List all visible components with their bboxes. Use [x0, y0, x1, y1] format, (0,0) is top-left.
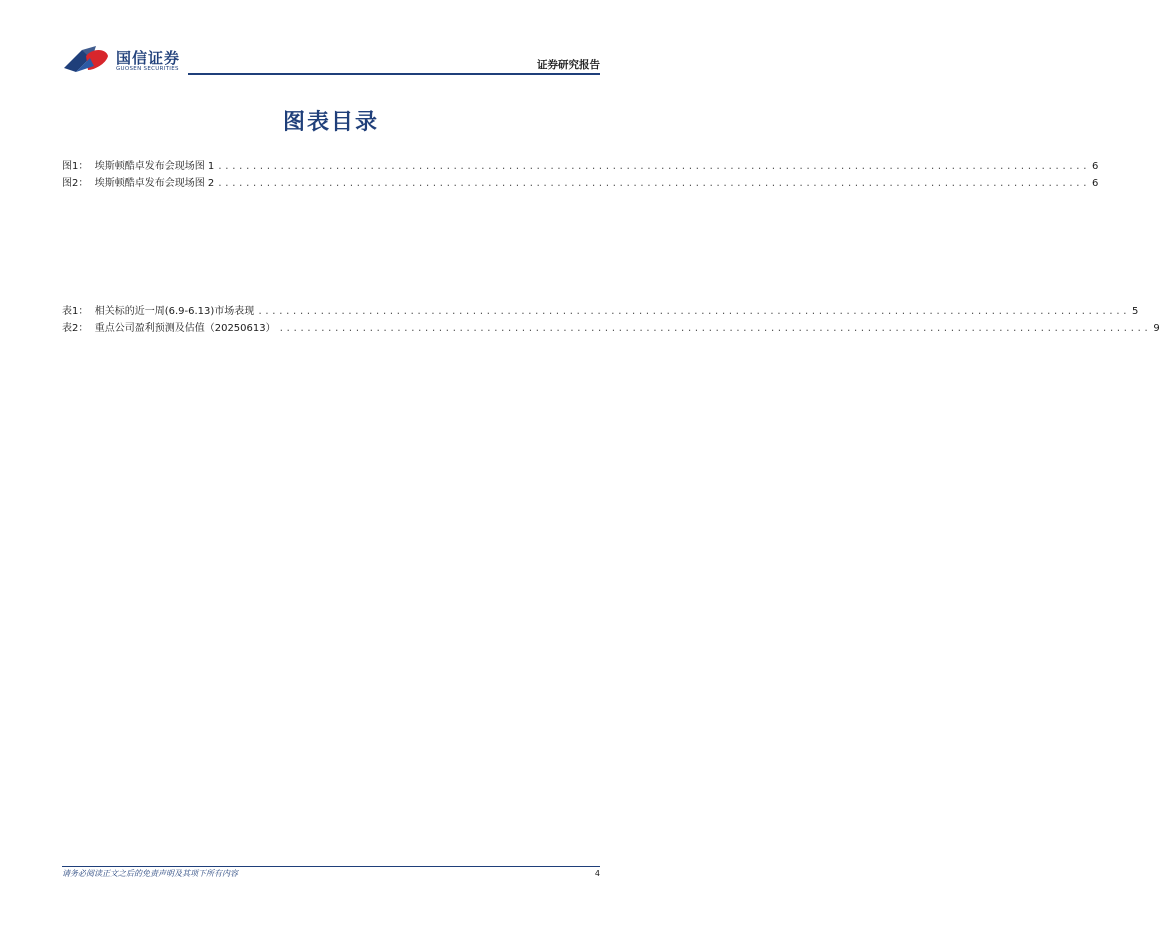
- page-title: 图表目录: [282, 110, 379, 135]
- header-divider: [188, 73, 600, 75]
- table-list: [62, 300, 1160, 334]
- footer-disclaimer: 请务必阅读正文之后的免责声明及其项下所有内容: [62, 869, 238, 878]
- logo-chinese-name: 国信证券: [116, 49, 181, 67]
- toc-page-number: 6: [1092, 161, 1099, 172]
- toc-leader-dots: ..............................................................................................................................: [257, 307, 1130, 317]
- figure-list: [62, 155, 1099, 189]
- toc-entry-label: 表2： 重点公司盈利预测及估值（20250613）: [62, 323, 276, 334]
- report-type-label: 证券研究报告: [537, 59, 600, 71]
- toc-entry-label: 图2： 埃斯顿酷卓发布会现场图 2: [62, 178, 215, 189]
- toc-page-number: 9: [1153, 323, 1160, 334]
- page-header: [62, 44, 600, 76]
- toc-leader-dots: ..............................................................................................................................: [217, 162, 1089, 172]
- toc-entry-table-1[interactable]: [62, 300, 1139, 317]
- toc-leader-dots: ..............................................................................................................................: [217, 179, 1089, 189]
- footer-divider: [62, 866, 600, 867]
- logo-english-name: GUOSEN SECURITIES: [116, 66, 179, 72]
- toc-entry-label: 图1： 埃斯顿酷卓发布会现场图 1: [62, 161, 215, 172]
- toc-entry-figure-2[interactable]: [62, 172, 1099, 189]
- page-number: 4: [594, 869, 600, 878]
- toc-entry-figure-1[interactable]: [62, 155, 1099, 172]
- guosen-logo-icon: [62, 46, 110, 74]
- company-logo: [62, 44, 192, 76]
- toc-entry-label: 表1： 相关标的近一周(6.9-6.13)市场表现: [62, 306, 255, 317]
- toc-page-number: 6: [1092, 178, 1099, 189]
- toc-entry-table-2[interactable]: [62, 317, 1160, 334]
- toc-page-number: 5: [1132, 306, 1139, 317]
- toc-leader-dots: ..............................................................................................................................: [278, 324, 1151, 334]
